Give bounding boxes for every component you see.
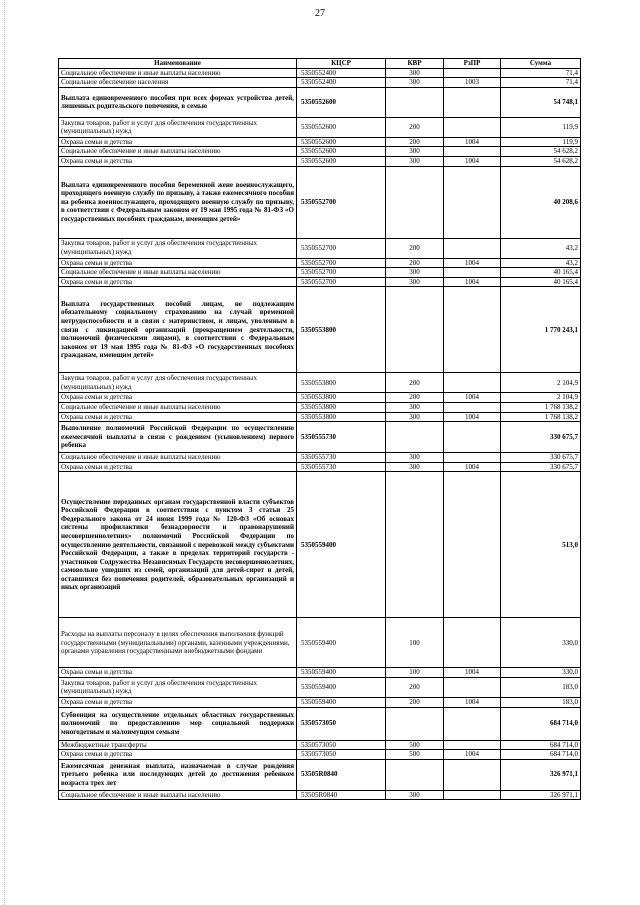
table-row <box>59 412 581 422</box>
cell-kcsr: 5350552600 <box>297 87 386 117</box>
cell-sum: 119,9 <box>501 117 581 137</box>
cell-rzpr: 1003 <box>444 78 501 88</box>
cell-kcsr: 5350552600 <box>297 156 386 166</box>
cell-sum: 330,0 <box>501 668 581 678</box>
cell-rzpr <box>444 677 501 697</box>
cell-sum: 326 971,1 <box>501 790 581 800</box>
cell-sum: 40 165,4 <box>501 268 581 278</box>
cell-rzpr <box>444 147 501 157</box>
cell-kcsr: 5350553800 <box>297 393 386 403</box>
cell-rzpr: 1004 <box>444 393 501 403</box>
cell-sum: 1 768 138,2 <box>501 412 581 422</box>
cell-kcsr: 53505R0840 <box>297 759 386 790</box>
cell-rzpr: 1004 <box>444 750 501 760</box>
cell-rzpr <box>444 117 501 137</box>
cell-sum: 183,0 <box>501 677 581 697</box>
cell-sum: 2 104,9 <box>501 373 581 393</box>
cell-name: Закупка товаров, работ и услуг для обеспечения государственных (муниципальных) нужд <box>59 238 297 258</box>
cell-name: Охрана семьи и детства <box>59 697 297 707</box>
cell-name: Выплата государственных пособий лицам, не подлежащим обязательному социальному страхованию на случай временной нетрудоспособности и в связи с материнством, и лицам, уволенным в связи с ликвидацией организаций (прекращением деятельности, полномочий физическими лицами), в соответствии с Федеральным законом от 19 мая 1995 года № 81-ФЗ «О государственных пособиях гражданам, имеющим детей» <box>59 287 297 373</box>
cell-kcsr: 5350555730 <box>297 453 386 463</box>
cell-kcsr: 5350559400 <box>297 677 386 697</box>
cell-kvr: 100 <box>386 618 444 668</box>
cell-rzpr <box>444 238 501 258</box>
table-row <box>59 166 581 238</box>
table-row <box>59 402 581 412</box>
cell-name: Социальное обеспечение и иные выплаты населению <box>59 268 297 278</box>
cell-rzpr <box>444 472 501 618</box>
cell-rzpr <box>444 790 501 800</box>
cell-kcsr: 5350559400 <box>297 618 386 668</box>
cell-kvr: 500 <box>386 750 444 760</box>
cell-kvr: 200 <box>386 697 444 707</box>
cell-rzpr <box>444 87 501 117</box>
cell-name: Субвенция на осуществление отдельных областных государственных полномочий по предоставлению мер социальной поддержки многодетным и малоимущим семьям <box>59 707 297 740</box>
cell-kcsr: 5350553800 <box>297 373 386 393</box>
cell-kcsr: 5350552400 <box>297 78 386 88</box>
table-row <box>59 78 581 88</box>
header-sum: Сумма <box>501 59 581 69</box>
cell-name: Выплата единовременного пособия беременной жене военнослужащего, проходящего военную службу по призыву, а также ежемесячного пособия на ребенка военнослужащего, проходящего военную службу по призыву, в соответствии с Федеральным законом от 19 мая 1995 года № 81-ФЗ «О государственных пособиях гражданам, имеющим детей» <box>59 166 297 238</box>
table-header-row <box>59 59 581 69</box>
cell-name: Закупка товаров, работ и услуг для обеспечения государственных (муниципальных) нужд <box>59 117 297 137</box>
table-row <box>59 258 581 268</box>
cell-sum: 54 748,1 <box>501 87 581 117</box>
cell-name: Закупка товаров, работ и услуг для обеспечения государственных (муниципальных) нужд <box>59 677 297 697</box>
cell-kvr: 200 <box>386 393 444 403</box>
cell-rzpr: 1004 <box>444 412 501 422</box>
cell-kcsr: 5350552700 <box>297 268 386 278</box>
cell-kcsr: 5350555730 <box>297 422 386 453</box>
cell-rzpr <box>444 740 501 750</box>
cell-kcsr: 5350552700 <box>297 277 386 287</box>
cell-rzpr <box>444 422 501 453</box>
cell-kvr: 300 <box>386 462 444 472</box>
page-number: 27 <box>315 8 325 19</box>
cell-sum: 40 165,4 <box>501 277 581 287</box>
cell-rzpr: 1004 <box>444 137 501 147</box>
table-row <box>59 750 581 760</box>
cell-sum: 43,2 <box>501 258 581 268</box>
cell-sum: 54 628,2 <box>501 156 581 166</box>
cell-name: Межбюджетные трансферты <box>59 740 297 750</box>
cell-kvr: 300 <box>386 156 444 166</box>
cell-kvr: 200 <box>386 677 444 697</box>
cell-kvr <box>386 87 444 117</box>
cell-name: Осуществление переданных органам государственной власти субъектов Российской Федерации в соответствии с пунктом 3 статьи 25 Федерального закона от 24 июня 1999 года № 120-ФЗ «Об основах системы профилактики безнадзорности и правонарушений несовершеннолетних» полномочий Российской Федерации по осуществлению деятельности, связанной с перевозкой между субъектами Российской Федерации, а также в пределах территорий государств - участников Содружества Независимых Государств несовершеннолетних, самовольно ушедших из семей, организаций для детей-сирот и детей, оставшихся без попечения родителей, образовательных организаций и иных организаций <box>59 472 297 618</box>
cell-kvr: 200 <box>386 238 444 258</box>
cell-kcsr: 5350555730 <box>297 462 386 472</box>
cell-sum: 330 675,7 <box>501 453 581 463</box>
cell-kvr <box>386 472 444 618</box>
cell-sum: 71,4 <box>501 68 581 78</box>
cell-name: Охрана семьи и детства <box>59 137 297 147</box>
cell-rzpr: 1004 <box>444 156 501 166</box>
cell-sum: 330 675,7 <box>501 422 581 453</box>
cell-kvr <box>386 759 444 790</box>
cell-rzpr: 1004 <box>444 668 501 678</box>
table-row <box>59 268 581 278</box>
cell-name: Расходы на выплаты персоналу в целях обеспечения выполнения функций государственными (муниципальными) органами, казенными учреждениями, органами управления государственными внебюджетными фондами <box>59 618 297 668</box>
cell-kcsr: 5350552600 <box>297 137 386 147</box>
cell-kvr: 300 <box>386 277 444 287</box>
table-row <box>59 287 581 373</box>
cell-sum: 183,0 <box>501 697 581 707</box>
cell-kvr: 300 <box>386 790 444 800</box>
cell-kcsr: 5350573050 <box>297 750 386 760</box>
table-row <box>59 277 581 287</box>
cell-sum: 684 714,0 <box>501 740 581 750</box>
table-row <box>59 668 581 678</box>
cell-kcsr: 5350553800 <box>297 402 386 412</box>
cell-name: Ежемесячная денежная выплата, назначаемая в случае рождения третьего ребенка или последующих детей до достижения ребенком возраста трех лет <box>59 759 297 790</box>
cell-kvr: 300 <box>386 268 444 278</box>
table-row <box>59 740 581 750</box>
cell-name: Охрана семьи и детства <box>59 277 297 287</box>
cell-kcsr: 5350573050 <box>297 740 386 750</box>
cell-name: Охрана семьи и детства <box>59 393 297 403</box>
cell-sum: 684 714,0 <box>501 750 581 760</box>
cell-sum: 54 628,2 <box>501 147 581 157</box>
cell-rzpr <box>444 287 501 373</box>
table-row <box>59 422 581 453</box>
cell-sum: 330,0 <box>501 618 581 668</box>
cell-kvr: 300 <box>386 412 444 422</box>
cell-rzpr: 1004 <box>444 277 501 287</box>
cell-name: Охрана семьи и детства <box>59 156 297 166</box>
cell-kcsr: 5350553800 <box>297 412 386 422</box>
cell-rzpr <box>444 453 501 463</box>
cell-sum: 71,4 <box>501 78 581 88</box>
cell-sum: 1 768 138,2 <box>501 402 581 412</box>
cell-kvr: 300 <box>386 78 444 88</box>
table-body <box>59 68 581 800</box>
cell-kcsr: 5350552600 <box>297 147 386 157</box>
cell-kcsr: 5350552600 <box>297 117 386 137</box>
cell-name: Выполнение полномочий Российской Федерации по осуществлению ежемесячной выплаты в связи с рождением (усыновлением) первого ребенка <box>59 422 297 453</box>
table-row <box>59 453 581 463</box>
cell-rzpr: 1004 <box>444 258 501 268</box>
cell-sum: 1 770 243,1 <box>501 287 581 373</box>
cell-kcsr: 5350553800 <box>297 287 386 373</box>
scan-margin-line <box>4 0 7 905</box>
table-row <box>59 707 581 740</box>
header-kvr: КВР <box>386 59 444 69</box>
cell-sum: 119,9 <box>501 137 581 147</box>
cell-name: Социальное обеспечение и иные выплаты населению <box>59 453 297 463</box>
cell-name: Охрана семьи и детства <box>59 750 297 760</box>
table-row <box>59 68 581 78</box>
table-row <box>59 618 581 668</box>
cell-kvr: 200 <box>386 258 444 268</box>
cell-kcsr: 5350559400 <box>297 697 386 707</box>
cell-kcsr: 5350552700 <box>297 166 386 238</box>
cell-kvr: 300 <box>386 453 444 463</box>
cell-rzpr <box>444 759 501 790</box>
table-row <box>59 147 581 157</box>
cell-name: Охрана семьи и детства <box>59 412 297 422</box>
cell-name: Закупка товаров, работ и услуг для обеспечения государственных (муниципальных) нужд <box>59 373 297 393</box>
cell-name: Социальное обеспечение и иные выплаты населению <box>59 402 297 412</box>
table-row <box>59 697 581 707</box>
cell-rzpr <box>444 166 501 238</box>
cell-kcsr: 5350559400 <box>297 668 386 678</box>
cell-kvr: 200 <box>386 373 444 393</box>
cell-name: Выплата единовременного пособия при всех формах устройства детей, лишенных родительского попечения, в семью <box>59 87 297 117</box>
table-row <box>59 462 581 472</box>
table-row <box>59 472 581 618</box>
budget-table <box>58 58 581 800</box>
cell-name: Охрана семьи и детства <box>59 668 297 678</box>
table-row <box>59 87 581 117</box>
cell-kcsr: 5350559400 <box>297 472 386 618</box>
cell-kvr <box>386 287 444 373</box>
table-row <box>59 393 581 403</box>
table-row <box>59 238 581 258</box>
cell-name: Охрана семьи и детства <box>59 462 297 472</box>
table-row <box>59 156 581 166</box>
header-rzpr: РзПР <box>444 59 501 69</box>
table-row <box>59 759 581 790</box>
cell-kcsr: 53505R0840 <box>297 790 386 800</box>
cell-kvr: 300 <box>386 68 444 78</box>
cell-kcsr: 5350573050 <box>297 707 386 740</box>
cell-rzpr <box>444 618 501 668</box>
table-row <box>59 373 581 393</box>
cell-sum: 326 971,1 <box>501 759 581 790</box>
cell-rzpr <box>444 707 501 740</box>
cell-kvr <box>386 422 444 453</box>
table-row <box>59 790 581 800</box>
cell-sum: 43,2 <box>501 238 581 258</box>
cell-name: Социальное обеспечение и иные выплаты населению <box>59 68 297 78</box>
table-row <box>59 677 581 697</box>
cell-name: Охрана семьи и детства <box>59 258 297 268</box>
cell-kvr: 500 <box>386 740 444 750</box>
cell-kcsr: 5350552400 <box>297 68 386 78</box>
cell-kvr <box>386 707 444 740</box>
header-kcsr: КЦСР <box>297 59 386 69</box>
cell-sum: 2 104,9 <box>501 393 581 403</box>
cell-kvr: 100 <box>386 668 444 678</box>
cell-sum: 513,0 <box>501 472 581 618</box>
header-name: Наименование <box>59 59 297 69</box>
cell-kcsr: 5350552700 <box>297 238 386 258</box>
cell-rzpr <box>444 68 501 78</box>
table-row <box>59 137 581 147</box>
cell-kvr <box>386 166 444 238</box>
cell-kvr: 200 <box>386 137 444 147</box>
cell-rzpr: 1004 <box>444 697 501 707</box>
cell-name: Социальное обеспечение и иные выплаты населению <box>59 790 297 800</box>
cell-sum: 684 714,0 <box>501 707 581 740</box>
cell-sum: 330 675,7 <box>501 462 581 472</box>
table-row <box>59 117 581 137</box>
cell-kvr: 200 <box>386 117 444 137</box>
cell-kvr: 300 <box>386 147 444 157</box>
cell-name: Социальное обеспечение населения <box>59 78 297 88</box>
cell-rzpr <box>444 373 501 393</box>
cell-rzpr <box>444 268 501 278</box>
cell-rzpr <box>444 402 501 412</box>
cell-kcsr: 5350552700 <box>297 258 386 268</box>
cell-rzpr: 1004 <box>444 462 501 472</box>
cell-sum: 40 208,6 <box>501 166 581 238</box>
cell-kvr: 300 <box>386 402 444 412</box>
cell-name: Социальное обеспечение и иные выплаты населению <box>59 147 297 157</box>
